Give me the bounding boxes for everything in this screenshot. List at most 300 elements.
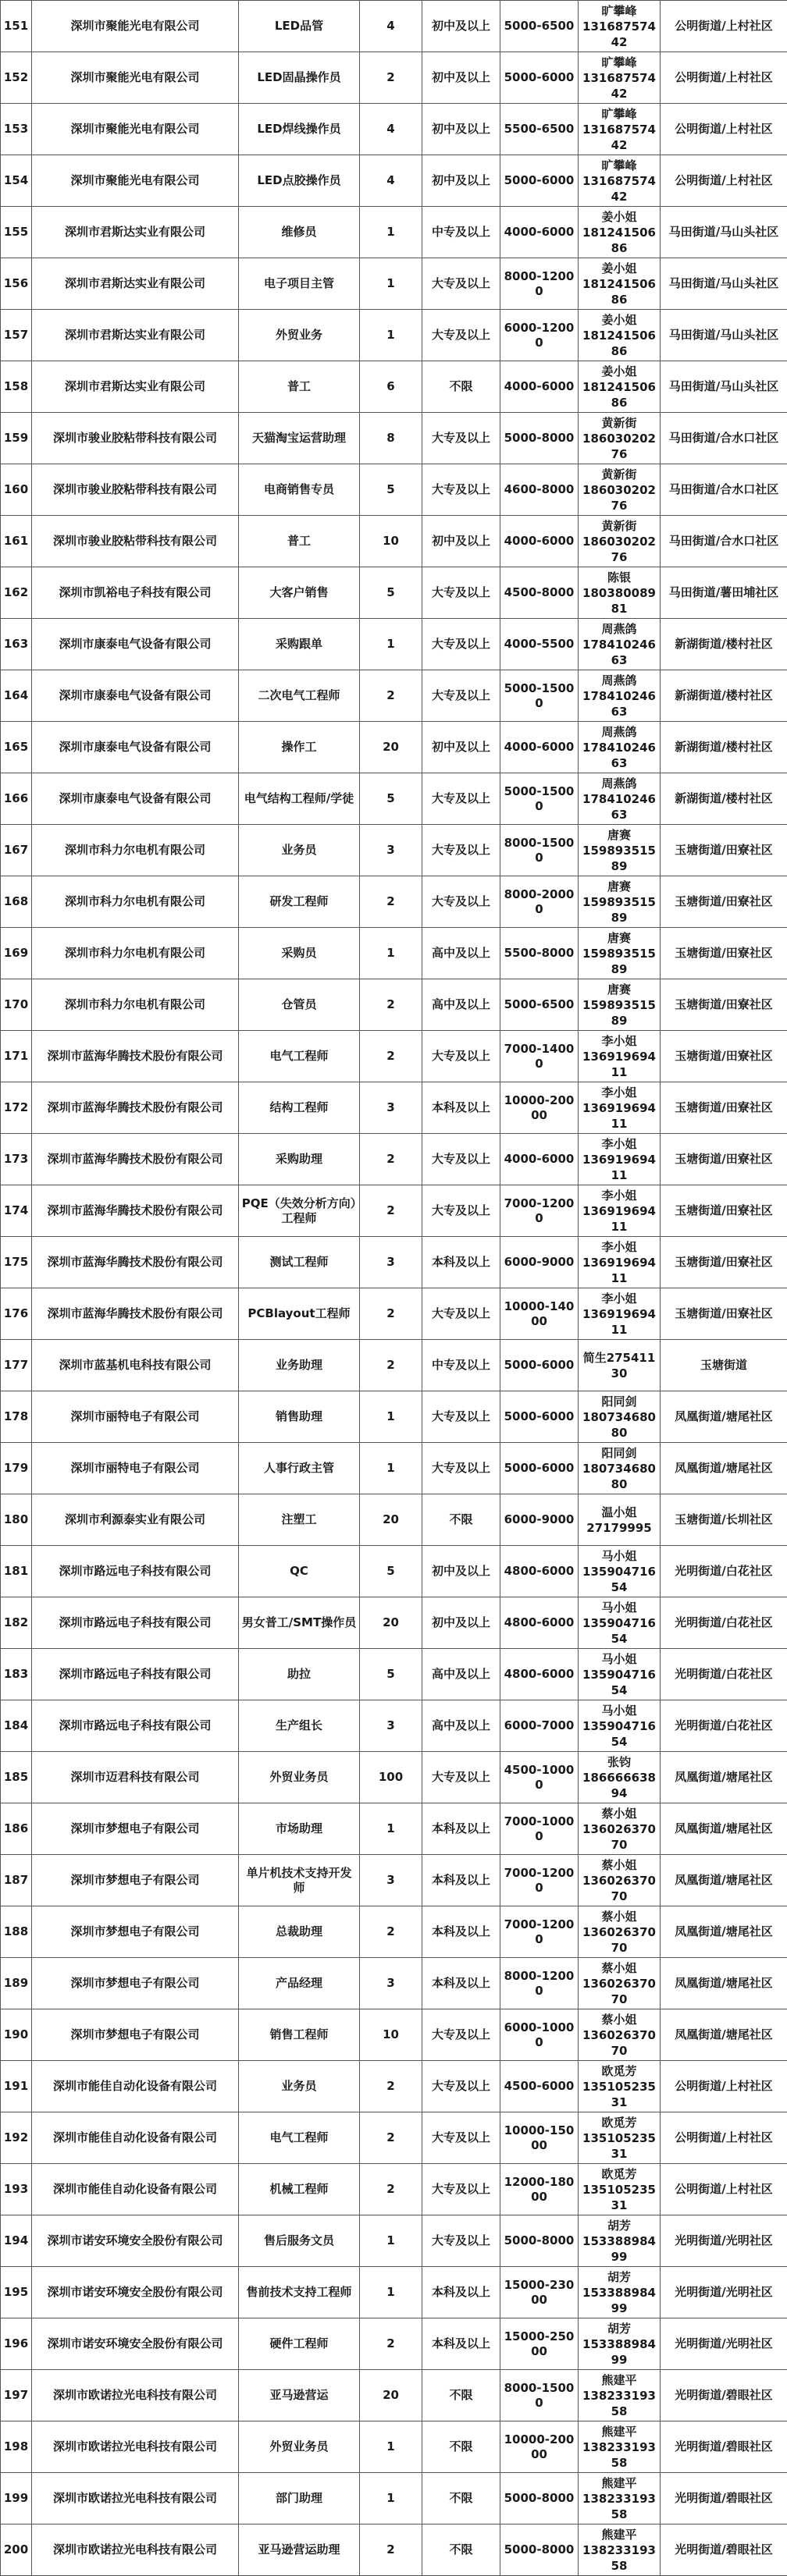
work-address: 光明街道/白花社区 xyxy=(661,1546,787,1597)
row-number: 175 xyxy=(1,1237,32,1288)
salary-range: 4000-5500 xyxy=(500,619,579,670)
headcount: 5 xyxy=(360,773,422,825)
position-title: 售后服务文员 xyxy=(239,2215,360,2267)
headcount: 1 xyxy=(360,2421,422,2473)
company-name: 深圳市蓝海华腾技术股份有限公司 xyxy=(32,1134,239,1185)
work-address: 玉塘街道/田寮社区 xyxy=(661,1134,787,1185)
company-name: 深圳市科力尔电机有限公司 xyxy=(32,876,239,928)
position-title: 结构工程师 xyxy=(239,1082,360,1134)
salary-range: 10000-20000 xyxy=(500,2421,579,2473)
position-title: 市场助理 xyxy=(239,1803,360,1855)
education-requirement: 初中及以上 xyxy=(422,1597,500,1649)
company-name: 深圳市能佳自动化设备有限公司 xyxy=(32,2061,239,2112)
education-requirement: 初中及以上 xyxy=(422,155,500,207)
position-title: 操作工 xyxy=(239,722,360,773)
position-title: 采购员 xyxy=(239,928,360,979)
work-address: 光明街道/碧眼社区 xyxy=(661,2421,787,2473)
headcount: 2 xyxy=(360,670,422,722)
position-title: 外贸业务员 xyxy=(239,1752,360,1803)
table-row xyxy=(1,52,787,104)
row-number: 189 xyxy=(1,1958,32,2009)
position-title: QC xyxy=(239,1546,360,1597)
table-row xyxy=(1,1958,787,2009)
work-address: 玉塘街道/田寮社区 xyxy=(661,928,787,979)
table-row xyxy=(1,2112,787,2164)
salary-range: 7000-14000 xyxy=(500,1031,579,1082)
contact xyxy=(579,2318,661,2370)
contact-name: 姜小姐 xyxy=(601,209,637,224)
work-address: 公明街道/上村社区 xyxy=(661,104,787,155)
education-requirement: 大专及以上 xyxy=(422,567,500,619)
education-requirement: 本科及以上 xyxy=(422,2318,500,2370)
work-address: 新湖街道/楼村社区 xyxy=(661,722,787,773)
position-title: 单片机技术支持开发师 xyxy=(239,1855,360,1906)
education-requirement: 大专及以上 xyxy=(422,1288,500,1340)
company-name: 深圳市欧诺拉光电科技有限公司 xyxy=(32,2473,239,2524)
contact xyxy=(579,1855,661,1906)
contact-name: 阳同剑 xyxy=(601,1445,637,1460)
company-name: 深圳市能佳自动化设备有限公司 xyxy=(32,2164,239,2215)
contact-name: 旷攀峰 xyxy=(601,106,637,121)
work-address: 公明街道/上村社区 xyxy=(661,2164,787,2215)
contact-name: 欧觅芳 xyxy=(601,2063,637,2078)
table-row xyxy=(1,207,787,258)
table-row xyxy=(1,1906,787,1958)
salary-range: 5000-6500 xyxy=(500,1,579,52)
row-number: 194 xyxy=(1,2215,32,2267)
contact xyxy=(579,876,661,928)
company-name: 深圳市蓝海华腾技术股份有限公司 xyxy=(32,1082,239,1134)
position-title: 研发工程师 xyxy=(239,876,360,928)
contact-name: 胡芳 xyxy=(607,2218,631,2233)
company-name: 深圳市蓝海华腾技术股份有限公司 xyxy=(32,1237,239,1288)
contact xyxy=(579,2215,661,2267)
headcount: 2 xyxy=(360,2061,422,2112)
work-address: 公明街道/上村社区 xyxy=(661,2061,787,2112)
position-title: 采购助理 xyxy=(239,1134,360,1185)
contact xyxy=(579,2061,661,2112)
headcount: 1 xyxy=(360,1391,422,1443)
company-name: 深圳市欧诺拉光电科技有限公司 xyxy=(32,2370,239,2421)
work-address: 玉塘街道/田寮社区 xyxy=(661,825,787,876)
headcount: 2 xyxy=(360,1185,422,1237)
company-name: 深圳市聚能光电有限公司 xyxy=(32,155,239,207)
headcount: 6 xyxy=(360,361,422,413)
salary-range: 8000-15000 xyxy=(500,825,579,876)
position-title: 大客户销售 xyxy=(239,567,360,619)
row-number: 180 xyxy=(1,1494,32,1546)
work-address: 凤凰街道/塘尾社区 xyxy=(661,2009,787,2061)
table-row xyxy=(1,310,787,361)
row-number: 196 xyxy=(1,2318,32,2370)
contact xyxy=(579,2524,661,2576)
education-requirement: 本科及以上 xyxy=(422,1855,500,1906)
contact-phone: 17841024663 xyxy=(582,740,656,770)
row-number: 184 xyxy=(1,1700,32,1752)
headcount: 1 xyxy=(360,258,422,310)
education-requirement: 本科及以上 xyxy=(422,1958,500,2009)
salary-range: 5500-6500 xyxy=(500,104,579,155)
education-requirement: 大专及以上 xyxy=(422,876,500,928)
work-address: 公明街道/上村社区 xyxy=(661,2112,787,2164)
contact xyxy=(579,464,661,516)
work-address: 马田街道/马山头社区 xyxy=(661,207,787,258)
contact xyxy=(579,1185,661,1237)
contact-phone: 27179995 xyxy=(586,1520,652,1535)
contact-name: 唐赛 xyxy=(607,930,631,945)
company-name: 深圳市能佳自动化设备有限公司 xyxy=(32,2112,239,2164)
row-number: 186 xyxy=(1,1803,32,1855)
contact-name: 周燕鸽 xyxy=(601,724,637,739)
salary-range: 8000-12000 xyxy=(500,1958,579,2009)
contact-name: 简生27541130 xyxy=(582,1350,656,1380)
education-requirement: 本科及以上 xyxy=(422,1803,500,1855)
position-title: 测试工程师 xyxy=(239,1237,360,1288)
salary-range: 5000-6000 xyxy=(500,155,579,207)
row-number: 199 xyxy=(1,2473,32,2524)
row-number: 152 xyxy=(1,52,32,104)
contact-name: 李小姐 xyxy=(601,1188,637,1203)
position-title: LED焊线操作员 xyxy=(239,104,360,155)
company-name: 深圳市聚能光电有限公司 xyxy=(32,104,239,155)
salary-range: 4600-8000 xyxy=(500,464,579,516)
position-title: PQE（失效分析方向）工程师 xyxy=(239,1185,360,1237)
contact xyxy=(579,413,661,464)
position-title: 电气工程师 xyxy=(239,2112,360,2164)
contact-phone: 13590471654 xyxy=(582,1564,656,1594)
work-address: 玉塘街道/田寮社区 xyxy=(661,1237,787,1288)
table-row xyxy=(1,2215,787,2267)
row-number: 155 xyxy=(1,207,32,258)
company-name: 深圳市科力尔电机有限公司 xyxy=(32,979,239,1031)
company-name: 深圳市凯裕电子科技有限公司 xyxy=(32,567,239,619)
contact-name: 蔡小姐 xyxy=(601,1960,637,1975)
position-title: 二次电气工程师 xyxy=(239,670,360,722)
work-address: 公明街道/上村社区 xyxy=(661,1,787,52)
row-number: 185 xyxy=(1,1752,32,1803)
contact-phone: 13168757442 xyxy=(582,122,656,152)
table-row xyxy=(1,464,787,516)
position-title: 总裁助理 xyxy=(239,1906,360,1958)
contact-name: 蔡小姐 xyxy=(601,1806,637,1821)
education-requirement: 初中及以上 xyxy=(422,1546,500,1597)
work-address: 光明街道/白花社区 xyxy=(661,1597,787,1649)
education-requirement: 高中及以上 xyxy=(422,928,500,979)
company-name: 深圳市路远电子科技有限公司 xyxy=(32,1649,239,1700)
contact-name: 周燕鸽 xyxy=(601,673,637,688)
company-name: 深圳市科力尔电机有限公司 xyxy=(32,928,239,979)
table-row xyxy=(1,2009,787,2061)
table-row xyxy=(1,825,787,876)
headcount: 2 xyxy=(360,1906,422,1958)
table-row xyxy=(1,2061,787,2112)
work-address: 公明街道/上村社区 xyxy=(661,52,787,104)
row-number: 197 xyxy=(1,2370,32,2421)
contact-phone: 13590471654 xyxy=(582,1667,656,1697)
table-row xyxy=(1,1649,787,1700)
salary-range: 4800-6000 xyxy=(500,1597,579,1649)
contact-phone: 13590471654 xyxy=(582,1615,656,1646)
table-row xyxy=(1,1031,787,1082)
contact xyxy=(579,1082,661,1134)
work-address: 光明街道/碧眼社区 xyxy=(661,2473,787,2524)
contact-phone: 13602637070 xyxy=(582,1821,656,1852)
work-address: 玉塘街道/田寮社区 xyxy=(661,1185,787,1237)
headcount: 2 xyxy=(360,876,422,928)
salary-range: 4500-10000 xyxy=(500,1752,579,1803)
contact xyxy=(579,928,661,979)
row-number: 188 xyxy=(1,1906,32,1958)
row-number: 173 xyxy=(1,1134,32,1185)
contact xyxy=(579,1031,661,1082)
position-title: 销售助理 xyxy=(239,1391,360,1443)
contact-phone: 15989351589 xyxy=(582,997,656,1028)
salary-range: 6000-9000 xyxy=(500,1237,579,1288)
contact-phone: 15338898499 xyxy=(582,2336,656,2367)
table-row xyxy=(1,2267,787,2318)
work-address: 凤凰街道/塘尾社区 xyxy=(661,1443,787,1494)
contact xyxy=(579,2421,661,2473)
education-requirement: 不限 xyxy=(422,2473,500,2524)
contact-phone: 13602637070 xyxy=(582,1976,656,2006)
contact-phone: 18038008981 xyxy=(582,585,656,616)
company-name: 深圳市迈君科技有限公司 xyxy=(32,1752,239,1803)
contact xyxy=(579,670,661,722)
row-number: 158 xyxy=(1,361,32,413)
contact-name: 周燕鸽 xyxy=(601,621,637,636)
position-title: 硬件工程师 xyxy=(239,2318,360,2370)
row-number: 171 xyxy=(1,1031,32,1082)
headcount: 2 xyxy=(360,979,422,1031)
contact-name: 欧觅芳 xyxy=(601,2115,637,2130)
position-title: 助拉 xyxy=(239,1649,360,1700)
headcount: 4 xyxy=(360,104,422,155)
row-number: 191 xyxy=(1,2061,32,2112)
salary-range: 5000-15000 xyxy=(500,773,579,825)
contact-name: 熊建平 xyxy=(601,2424,637,2439)
position-title: 亚马逊营运 xyxy=(239,2370,360,2421)
work-address: 马田街道/马山头社区 xyxy=(661,258,787,310)
contact-phone: 13602637070 xyxy=(582,1924,656,1955)
contact xyxy=(579,516,661,567)
table-row xyxy=(1,2524,787,2576)
contact-phone: 18124150686 xyxy=(582,328,656,358)
contact-phone: 18603020276 xyxy=(582,431,656,461)
headcount: 2 xyxy=(360,2164,422,2215)
work-address: 光明街道/白花社区 xyxy=(661,1700,787,1752)
row-number: 166 xyxy=(1,773,32,825)
company-name: 深圳市诺安环境安全股份有限公司 xyxy=(32,2215,239,2267)
headcount: 2 xyxy=(360,2112,422,2164)
table-row xyxy=(1,670,787,722)
table-row xyxy=(1,2421,787,2473)
education-requirement: 本科及以上 xyxy=(422,2267,500,2318)
row-number: 165 xyxy=(1,722,32,773)
contact xyxy=(579,2009,661,2061)
table-row xyxy=(1,1288,787,1340)
contact xyxy=(579,104,661,155)
row-number: 182 xyxy=(1,1597,32,1649)
salary-range: 5000-6000 xyxy=(500,1340,579,1391)
work-address: 光明街道/光明社区 xyxy=(661,2318,787,2370)
table-row xyxy=(1,1443,787,1494)
education-requirement: 高中及以上 xyxy=(422,979,500,1031)
contact xyxy=(579,1391,661,1443)
contact-phone: 13823319358 xyxy=(582,2388,656,2418)
row-number: 177 xyxy=(1,1340,32,1391)
company-name: 深圳市欧诺拉光电科技有限公司 xyxy=(32,2421,239,2473)
salary-range: 7000-12000 xyxy=(500,1906,579,1958)
position-title: 生产组长 xyxy=(239,1700,360,1752)
contact-name: 胡芳 xyxy=(607,2321,631,2336)
headcount: 3 xyxy=(360,1958,422,2009)
salary-range: 5000-6500 xyxy=(500,979,579,1031)
contact xyxy=(579,361,661,413)
contact xyxy=(579,1958,661,2009)
position-title: 人事行政主管 xyxy=(239,1443,360,1494)
position-title: 电商销售专员 xyxy=(239,464,360,516)
work-address: 马田街道/马山头社区 xyxy=(661,310,787,361)
table-row xyxy=(1,1700,787,1752)
company-name: 深圳市康泰电气设备有限公司 xyxy=(32,773,239,825)
row-number: 170 xyxy=(1,979,32,1031)
salary-range: 5000-6000 xyxy=(500,52,579,104)
position-title: LED品管 xyxy=(239,1,360,52)
work-address: 马田街道/马山头社区 xyxy=(661,361,787,413)
table-row xyxy=(1,619,787,670)
headcount: 1 xyxy=(360,207,422,258)
contact-phone: 13823319358 xyxy=(582,2439,656,2470)
position-title: PCBlayout工程师 xyxy=(239,1288,360,1340)
contact-phone: 13510523531 xyxy=(582,2079,656,2109)
position-title: 外贸业务 xyxy=(239,310,360,361)
headcount: 100 xyxy=(360,1752,422,1803)
table-row xyxy=(1,1391,787,1443)
position-title: 电气工程师 xyxy=(239,1031,360,1082)
headcount: 1 xyxy=(360,2215,422,2267)
salary-range: 12000-18000 xyxy=(500,2164,579,2215)
company-name: 深圳市路远电子科技有限公司 xyxy=(32,1700,239,1752)
contact-phone: 17841024663 xyxy=(582,688,656,719)
row-number: 176 xyxy=(1,1288,32,1340)
contact-phone: 13691969411 xyxy=(582,1255,656,1285)
contact-phone: 13590471654 xyxy=(582,1718,656,1749)
contact xyxy=(579,979,661,1031)
education-requirement: 大专及以上 xyxy=(422,773,500,825)
contact-name: 姜小姐 xyxy=(601,261,637,275)
contact xyxy=(579,207,661,258)
company-name: 深圳市康泰电气设备有限公司 xyxy=(32,722,239,773)
table-row xyxy=(1,979,787,1031)
contact-phone: 18603020276 xyxy=(582,534,656,564)
contact-name: 熊建平 xyxy=(601,2372,637,2387)
education-requirement: 大专及以上 xyxy=(422,258,500,310)
table-row xyxy=(1,928,787,979)
salary-range: 4500-6000 xyxy=(500,2061,579,2112)
contact-phone: 18124150686 xyxy=(582,276,656,307)
salary-range: 5000-15000 xyxy=(500,670,579,722)
headcount: 1 xyxy=(360,310,422,361)
row-number: 162 xyxy=(1,567,32,619)
contact-name: 张钧 xyxy=(607,1754,631,1769)
salary-range: 4000-6000 xyxy=(500,516,579,567)
contact-name: 熊建平 xyxy=(601,2527,637,2542)
row-number: 181 xyxy=(1,1546,32,1597)
contact-phone: 15989351589 xyxy=(582,946,656,976)
row-number: 156 xyxy=(1,258,32,310)
row-number: 163 xyxy=(1,619,32,670)
row-number: 192 xyxy=(1,2112,32,2164)
table-row xyxy=(1,1546,787,1597)
contact xyxy=(579,2267,661,2318)
work-address: 光明街道/光明社区 xyxy=(661,2215,787,2267)
table-row xyxy=(1,258,787,310)
row-number: 183 xyxy=(1,1649,32,1700)
headcount: 1 xyxy=(360,928,422,979)
contact xyxy=(579,258,661,310)
headcount: 1 xyxy=(360,619,422,670)
company-name: 深圳市君斯达实业有限公司 xyxy=(32,207,239,258)
company-name: 深圳市君斯达实业有限公司 xyxy=(32,361,239,413)
contact-name: 黄新街 xyxy=(601,415,637,430)
row-number: 172 xyxy=(1,1082,32,1134)
contact-name: 姜小姐 xyxy=(601,312,637,327)
education-requirement: 初中及以上 xyxy=(422,52,500,104)
salary-range: 5000-8000 xyxy=(500,413,579,464)
salary-range: 4000-6000 xyxy=(500,1134,579,1185)
salary-range: 5000-8000 xyxy=(500,2524,579,2576)
education-requirement: 大专及以上 xyxy=(422,2215,500,2267)
company-name: 深圳市梦想电子有限公司 xyxy=(32,1855,239,1906)
work-address: 新湖街道/楼村社区 xyxy=(661,773,787,825)
contact-phone: 13691969411 xyxy=(582,1152,656,1182)
company-name: 深圳市蓝海华腾技术股份有限公司 xyxy=(32,1185,239,1237)
contact xyxy=(579,1,661,52)
contact-phone: 15338898499 xyxy=(582,2233,656,2264)
work-address: 玉塘街道/田寮社区 xyxy=(661,1082,787,1134)
headcount: 3 xyxy=(360,1237,422,1288)
company-name: 深圳市蓝海华腾技术股份有限公司 xyxy=(32,1031,239,1082)
education-requirement: 大专及以上 xyxy=(422,464,500,516)
work-address: 玉塘街道/田寮社区 xyxy=(661,1288,787,1340)
salary-range: 6000-12000 xyxy=(500,310,579,361)
contact-name: 马小姐 xyxy=(601,1600,637,1615)
education-requirement: 不限 xyxy=(422,1494,500,1546)
position-title: 销售工程师 xyxy=(239,2009,360,2061)
contact-name: 旷攀峰 xyxy=(601,158,637,172)
contact-name: 蔡小姐 xyxy=(601,1857,637,1872)
position-title: 天猫淘宝运营助理 xyxy=(239,413,360,464)
table-row xyxy=(1,361,787,413)
position-title: 注塑工 xyxy=(239,1494,360,1546)
position-title: 外贸业务员 xyxy=(239,2421,360,2473)
work-address: 新湖街道/楼村社区 xyxy=(661,670,787,722)
headcount: 20 xyxy=(360,1494,422,1546)
contact-name: 黄新街 xyxy=(601,467,637,481)
education-requirement: 高中及以上 xyxy=(422,1700,500,1752)
table-row xyxy=(1,1597,787,1649)
work-address: 马田街道/合水口社区 xyxy=(661,516,787,567)
headcount: 20 xyxy=(360,722,422,773)
education-requirement: 大专及以上 xyxy=(422,670,500,722)
row-number: 169 xyxy=(1,928,32,979)
row-number: 160 xyxy=(1,464,32,516)
headcount: 10 xyxy=(360,516,422,567)
headcount: 5 xyxy=(360,1546,422,1597)
table-row xyxy=(1,1494,787,1546)
contact xyxy=(579,1237,661,1288)
position-title: 普工 xyxy=(239,516,360,567)
